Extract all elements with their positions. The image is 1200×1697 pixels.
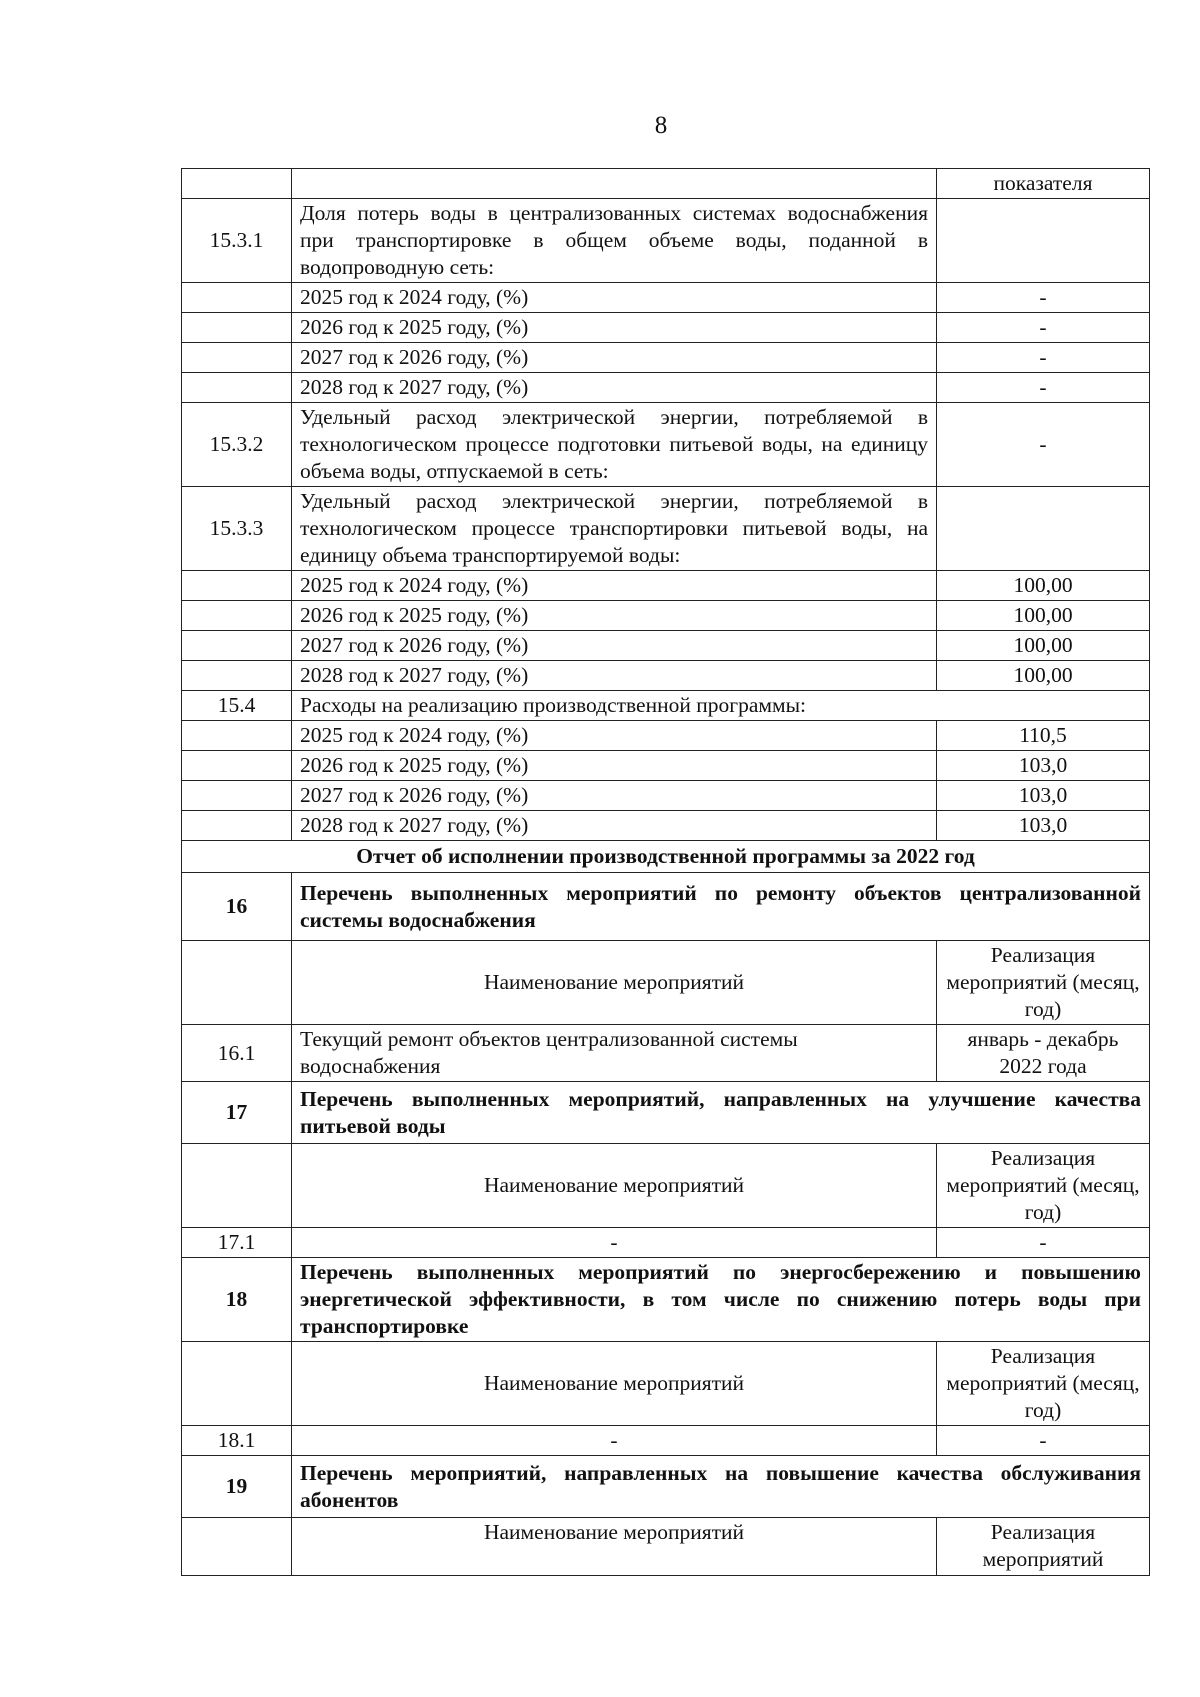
row-number: 18.1 xyxy=(182,1426,292,1456)
indicator-text: 2028 год к 2027 году, (%) xyxy=(292,661,937,691)
indicators-table xyxy=(181,168,1150,1576)
row-number xyxy=(182,343,292,373)
costs-text: 2028 год к 2027 году, (%) xyxy=(292,811,937,841)
table-row xyxy=(182,661,1150,691)
section-title: Перечень выполненных мероприятий, направленных на улучшение качества питьевой воды xyxy=(292,1082,1150,1144)
report-heading: Отчет об исполнении производственной программы за 2022 год xyxy=(182,841,1150,873)
table-row xyxy=(182,751,1150,781)
row-number xyxy=(182,373,292,403)
section-row xyxy=(182,873,1150,941)
table-row xyxy=(182,571,1150,601)
cell-num xyxy=(182,169,292,199)
section-row xyxy=(182,1082,1150,1144)
table-row xyxy=(182,373,1150,403)
table-row xyxy=(182,403,1150,487)
item-value: январь - декабрь 2022 года xyxy=(937,1025,1150,1082)
section-number: 18 xyxy=(182,1258,292,1342)
costs-value: 110,5 xyxy=(937,721,1150,751)
table-row xyxy=(182,631,1150,661)
item-value: - xyxy=(937,1228,1150,1258)
indicator-text: 2026 год к 2025 году, (%) xyxy=(292,313,937,343)
table-row xyxy=(182,343,1150,373)
indicator-value: - xyxy=(937,373,1150,403)
row-number: 15.3.1 xyxy=(182,199,292,283)
indicator-text: Удельный расход электрической энергии, потребляемой в технологическом процессе транспортировки питьевой воды, на единицу объема транспортируемой воды: xyxy=(292,487,937,571)
page-number: 8 xyxy=(654,112,668,139)
table-row xyxy=(182,721,1150,751)
table-row xyxy=(182,1144,1150,1228)
indicator-text: 2028 год к 2027 году, (%) xyxy=(292,373,937,403)
section-row xyxy=(182,1258,1150,1342)
indicator-value: 100,00 xyxy=(937,601,1150,631)
column-header-indicator: показателя xyxy=(937,169,1150,199)
row-number: 16.1 xyxy=(182,1025,292,1082)
row-number xyxy=(182,811,292,841)
column-header-name: Наименование мероприятий xyxy=(292,1518,937,1576)
section-row xyxy=(182,1456,1150,1518)
row-number xyxy=(182,283,292,313)
indicator-text: 2025 год к 2024 году, (%) xyxy=(292,571,937,601)
section-title: Перечень выполненных мероприятий по энергосбережению и повышению энергетической эффективности, в том числе по снижению потерь воды при транспортировке xyxy=(292,1258,1150,1342)
column-header-implementation: Реализация мероприятий xyxy=(937,1518,1150,1576)
row-number xyxy=(182,941,292,1025)
table-row xyxy=(182,1025,1150,1082)
costs-value: 103,0 xyxy=(937,811,1150,841)
table-row xyxy=(182,313,1150,343)
table-row xyxy=(182,169,1150,199)
table-row xyxy=(182,1518,1150,1576)
row-number xyxy=(182,1342,292,1426)
column-header-name: Наименование мероприятий xyxy=(292,941,937,1025)
section-title: Перечень мероприятий, направленных на повышение качества обслуживания абонентов xyxy=(292,1456,1150,1518)
row-number xyxy=(182,661,292,691)
indicator-value: 100,00 xyxy=(937,571,1150,601)
column-header-implementation: Реализация мероприятий (месяц, год) xyxy=(937,1144,1150,1228)
table-row xyxy=(182,1426,1150,1456)
table-row xyxy=(182,601,1150,631)
indicator-value: - xyxy=(937,283,1150,313)
table-row xyxy=(182,811,1150,841)
section-number: 16 xyxy=(182,873,292,941)
table-row xyxy=(182,781,1150,811)
column-header-implementation: Реализация мероприятий (месяц, год) xyxy=(937,1342,1150,1426)
section-title: Перечень выполненных мероприятий по ремонту объектов централизованной системы водоснабжения xyxy=(292,873,1150,941)
indicator-value: 100,00 xyxy=(937,631,1150,661)
row-number: 15.3.3 xyxy=(182,487,292,571)
item-value: - xyxy=(937,1426,1150,1456)
section-number: 19 xyxy=(182,1456,292,1518)
table-row xyxy=(182,487,1150,571)
costs-text: 2025 год к 2024 году, (%) xyxy=(292,721,937,751)
table-row xyxy=(182,1342,1150,1426)
row-number: 15.4 xyxy=(182,691,292,721)
indicator-text: 2026 год к 2025 году, (%) xyxy=(292,601,937,631)
item-text: Текущий ремонт объектов централизованной системы водоснабжения xyxy=(292,1025,937,1082)
table-row xyxy=(182,283,1150,313)
indicator-value xyxy=(937,199,1150,283)
table-row xyxy=(182,691,1150,721)
indicator-value: - xyxy=(937,343,1150,373)
row-number xyxy=(182,571,292,601)
costs-value: 103,0 xyxy=(937,781,1150,811)
indicator-text: Удельный расход электрической энергии, потребляемой в технологическом процессе подготовки питьевой воды, на единицу объема воды, отпускаемой в сеть: xyxy=(292,403,937,487)
item-text: - xyxy=(292,1426,937,1456)
costs-title: Расходы на реализацию производственной программы: xyxy=(292,691,1150,721)
indicator-value: - xyxy=(937,313,1150,343)
column-header-implementation: Реализация мероприятий (месяц, год) xyxy=(937,941,1150,1025)
indicator-text: 2025 год к 2024 году, (%) xyxy=(292,283,937,313)
table-row xyxy=(182,1228,1150,1258)
indicator-value: - xyxy=(937,403,1150,487)
table-row xyxy=(182,941,1150,1025)
costs-value: 103,0 xyxy=(937,751,1150,781)
indicator-text: Доля потерь воды в централизованных системах водоснабжения при транспортировке в общем объеме воды, поданной в водопроводную сеть: xyxy=(292,199,937,283)
table-row xyxy=(182,841,1150,873)
row-number xyxy=(182,313,292,343)
costs-text: 2027 год к 2026 году, (%) xyxy=(292,781,937,811)
row-number xyxy=(182,751,292,781)
row-number xyxy=(182,1518,292,1576)
section-number: 17 xyxy=(182,1082,292,1144)
indicator-value xyxy=(937,487,1150,571)
row-number xyxy=(182,781,292,811)
item-text: - xyxy=(292,1228,937,1258)
indicator-text: 2027 год к 2026 году, (%) xyxy=(292,343,937,373)
table-row xyxy=(182,199,1150,283)
row-number: 15.3.2 xyxy=(182,403,292,487)
indicator-value: 100,00 xyxy=(937,661,1150,691)
costs-text: 2026 год к 2025 году, (%) xyxy=(292,751,937,781)
row-number xyxy=(182,631,292,661)
cell-text xyxy=(292,169,937,199)
column-header-name: Наименование мероприятий xyxy=(292,1144,937,1228)
row-number xyxy=(182,601,292,631)
row-number: 17.1 xyxy=(182,1228,292,1258)
row-number xyxy=(182,721,292,751)
indicator-text: 2027 год к 2026 году, (%) xyxy=(292,631,937,661)
column-header-name: Наименование мероприятий xyxy=(292,1342,937,1426)
row-number xyxy=(182,1144,292,1228)
